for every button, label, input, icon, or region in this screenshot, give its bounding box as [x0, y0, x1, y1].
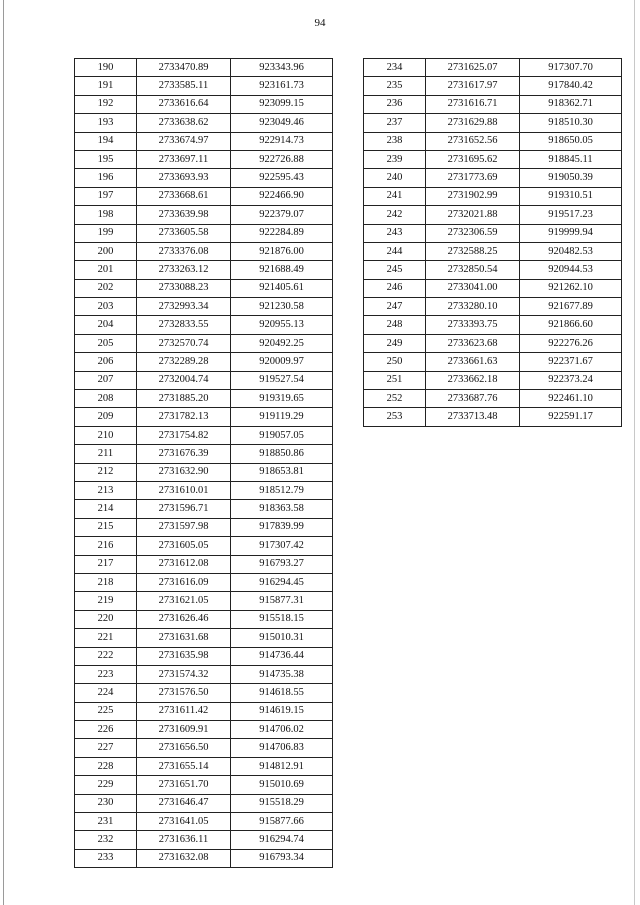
- y-coordinate-cell: 921230.58: [231, 298, 333, 316]
- table-row: [75, 426, 333, 444]
- point-number-cell: 213: [75, 481, 137, 499]
- point-number-cell: 243: [364, 224, 426, 242]
- x-coordinate-cell: 2733616.64: [137, 95, 231, 113]
- table-row: [75, 831, 333, 849]
- point-number-cell: 192: [75, 95, 137, 113]
- y-coordinate-cell: 914812.91: [231, 757, 333, 775]
- table-row: [75, 757, 333, 775]
- x-coordinate-cell: 2731631.68: [137, 629, 231, 647]
- x-coordinate-cell: 2733088.23: [137, 279, 231, 297]
- table-row: [75, 298, 333, 316]
- y-coordinate-cell: 914736.44: [231, 647, 333, 665]
- point-number-cell: 241: [364, 187, 426, 205]
- y-coordinate-cell: 922726.88: [231, 150, 333, 168]
- table-row: [75, 242, 333, 260]
- y-coordinate-cell: 915877.66: [231, 813, 333, 831]
- point-number-cell: 218: [75, 573, 137, 591]
- y-coordinate-cell: 919319.65: [231, 390, 333, 408]
- x-coordinate-cell: 2731605.05: [137, 537, 231, 555]
- y-coordinate-cell: 920944.53: [520, 261, 622, 279]
- y-coordinate-cell: 915518.29: [231, 794, 333, 812]
- table-row: [75, 371, 333, 389]
- x-coordinate-cell: 2731609.91: [137, 721, 231, 739]
- table-row: [364, 371, 622, 389]
- point-number-cell: 239: [364, 150, 426, 168]
- x-coordinate-cell: 2733263.12: [137, 261, 231, 279]
- x-coordinate-cell: 2731612.08: [137, 555, 231, 573]
- point-number-cell: 235: [364, 77, 426, 95]
- y-coordinate-cell: 918650.05: [520, 132, 622, 150]
- y-coordinate-cell: 921262.10: [520, 279, 622, 297]
- x-coordinate-cell: 2731626.46: [137, 610, 231, 628]
- table-row: [364, 132, 622, 150]
- x-coordinate-cell: 2733668.61: [137, 187, 231, 205]
- x-coordinate-cell: 2731632.90: [137, 463, 231, 481]
- y-coordinate-cell: 914618.55: [231, 684, 333, 702]
- table-row: [364, 408, 622, 426]
- x-coordinate-cell: 2733687.76: [426, 390, 520, 408]
- x-coordinate-cell: 2733693.93: [137, 169, 231, 187]
- point-number-cell: 247: [364, 298, 426, 316]
- point-number-cell: 214: [75, 500, 137, 518]
- table-row: [364, 187, 622, 205]
- table-row: [75, 114, 333, 132]
- table-row: [364, 114, 622, 132]
- table-row: [75, 206, 333, 224]
- point-number-cell: 203: [75, 298, 137, 316]
- x-coordinate-cell: 2731635.98: [137, 647, 231, 665]
- x-coordinate-cell: 2731636.11: [137, 831, 231, 849]
- y-coordinate-cell: 914706.02: [231, 721, 333, 739]
- point-number-cell: 251: [364, 371, 426, 389]
- table-row: [75, 592, 333, 610]
- point-number-cell: 246: [364, 279, 426, 297]
- point-number-cell: 217: [75, 555, 137, 573]
- table-row: [364, 169, 622, 187]
- table-row: [75, 721, 333, 739]
- y-coordinate-cell: 916294.74: [231, 831, 333, 849]
- y-coordinate-cell: 922466.90: [231, 187, 333, 205]
- y-coordinate-cell: 921688.49: [231, 261, 333, 279]
- point-number-cell: 191: [75, 77, 137, 95]
- page-number: 94: [314, 17, 326, 29]
- point-number-cell: 215: [75, 518, 137, 536]
- table-row: [75, 59, 333, 77]
- point-number-cell: 197: [75, 187, 137, 205]
- x-coordinate-cell: 2732833.55: [137, 316, 231, 334]
- y-coordinate-cell: 916793.27: [231, 555, 333, 573]
- x-coordinate-cell: 2731655.14: [137, 757, 231, 775]
- point-number-cell: 200: [75, 242, 137, 260]
- y-coordinate-cell: 921866.60: [520, 316, 622, 334]
- point-number-cell: 204: [75, 316, 137, 334]
- table-row: [75, 739, 333, 757]
- table-row: [75, 445, 333, 463]
- table-row: [75, 573, 333, 591]
- x-coordinate-cell: 2733041.00: [426, 279, 520, 297]
- coordinates-table-right: [363, 58, 622, 427]
- x-coordinate-cell: 2733639.98: [137, 206, 231, 224]
- point-number-cell: 208: [75, 390, 137, 408]
- y-coordinate-cell: 916793.34: [231, 849, 333, 867]
- table-row: [75, 132, 333, 150]
- x-coordinate-cell: 2733585.11: [137, 77, 231, 95]
- point-number-cell: 190: [75, 59, 137, 77]
- table-row: [75, 537, 333, 555]
- point-number-cell: 229: [75, 776, 137, 794]
- point-number-cell: 240: [364, 169, 426, 187]
- x-coordinate-cell: 2732993.34: [137, 298, 231, 316]
- x-coordinate-cell: 2731656.50: [137, 739, 231, 757]
- point-number-cell: 245: [364, 261, 426, 279]
- x-coordinate-cell: 2731754.82: [137, 426, 231, 444]
- point-number-cell: 206: [75, 353, 137, 371]
- point-number-cell: 207: [75, 371, 137, 389]
- x-coordinate-cell: 2733605.58: [137, 224, 231, 242]
- x-coordinate-cell: 2731629.88: [426, 114, 520, 132]
- y-coordinate-cell: 915010.69: [231, 776, 333, 794]
- table-row: [75, 77, 333, 95]
- table-row: [75, 647, 333, 665]
- point-number-cell: 209: [75, 408, 137, 426]
- point-number-cell: 252: [364, 390, 426, 408]
- x-coordinate-cell: 2731611.42: [137, 702, 231, 720]
- table-row: [75, 610, 333, 628]
- point-number-cell: 248: [364, 316, 426, 334]
- y-coordinate-cell: 922373.24: [520, 371, 622, 389]
- y-coordinate-cell: 920955.13: [231, 316, 333, 334]
- point-number-cell: 230: [75, 794, 137, 812]
- y-coordinate-cell: 923343.96: [231, 59, 333, 77]
- y-coordinate-cell: 918850.86: [231, 445, 333, 463]
- x-coordinate-cell: 2731902.99: [426, 187, 520, 205]
- y-coordinate-cell: 920482.53: [520, 242, 622, 260]
- x-coordinate-cell: 2732289.28: [137, 353, 231, 371]
- table-row: [364, 334, 622, 352]
- coordinates-table-left: [74, 58, 333, 868]
- y-coordinate-cell: 919310.51: [520, 187, 622, 205]
- y-coordinate-cell: 922284.89: [231, 224, 333, 242]
- table-row: [364, 298, 622, 316]
- point-number-cell: 231: [75, 813, 137, 831]
- point-number-cell: 196: [75, 169, 137, 187]
- table-row: [75, 390, 333, 408]
- point-number-cell: 244: [364, 242, 426, 260]
- table-row: [75, 279, 333, 297]
- table-row: [364, 390, 622, 408]
- x-coordinate-cell: 2733393.75: [426, 316, 520, 334]
- y-coordinate-cell: 915877.31: [231, 592, 333, 610]
- table-row: [75, 518, 333, 536]
- point-number-cell: 224: [75, 684, 137, 702]
- table-row: [75, 665, 333, 683]
- table-row: [364, 261, 622, 279]
- table-row: [75, 187, 333, 205]
- x-coordinate-cell: 2731632.08: [137, 849, 231, 867]
- point-number-cell: 221: [75, 629, 137, 647]
- y-coordinate-cell: 919999.94: [520, 224, 622, 242]
- y-coordinate-cell: 917307.70: [520, 59, 622, 77]
- y-coordinate-cell: 922914.73: [231, 132, 333, 150]
- y-coordinate-cell: 914735.38: [231, 665, 333, 683]
- x-coordinate-cell: 2732004.74: [137, 371, 231, 389]
- point-number-cell: 223: [75, 665, 137, 683]
- point-number-cell: 202: [75, 279, 137, 297]
- y-coordinate-cell: 918512.79: [231, 481, 333, 499]
- table-row: [364, 59, 622, 77]
- x-coordinate-cell: 2731885.20: [137, 390, 231, 408]
- y-coordinate-cell: 914619.15: [231, 702, 333, 720]
- table-row: [75, 95, 333, 113]
- x-coordinate-cell: 2733661.63: [426, 353, 520, 371]
- y-coordinate-cell: 922591.17: [520, 408, 622, 426]
- point-number-cell: 219: [75, 592, 137, 610]
- point-number-cell: 234: [364, 59, 426, 77]
- point-number-cell: 220: [75, 610, 137, 628]
- x-coordinate-cell: 2733638.62: [137, 114, 231, 132]
- x-coordinate-cell: 2732021.88: [426, 206, 520, 224]
- point-number-cell: 201: [75, 261, 137, 279]
- point-number-cell: 237: [364, 114, 426, 132]
- x-coordinate-cell: 2733280.10: [426, 298, 520, 316]
- x-coordinate-cell: 2731646.47: [137, 794, 231, 812]
- point-number-cell: 242: [364, 206, 426, 224]
- x-coordinate-cell: 2731596.71: [137, 500, 231, 518]
- x-coordinate-cell: 2731676.39: [137, 445, 231, 463]
- y-coordinate-cell: 923049.46: [231, 114, 333, 132]
- table-row: [75, 150, 333, 168]
- table-row: [75, 169, 333, 187]
- x-coordinate-cell: 2731652.56: [426, 132, 520, 150]
- x-coordinate-cell: 2731616.09: [137, 573, 231, 591]
- point-number-cell: 238: [364, 132, 426, 150]
- point-number-cell: 228: [75, 757, 137, 775]
- x-coordinate-cell: 2731625.07: [426, 59, 520, 77]
- y-coordinate-cell: 918510.30: [520, 114, 622, 132]
- y-coordinate-cell: 915518.15: [231, 610, 333, 628]
- y-coordinate-cell: 919057.05: [231, 426, 333, 444]
- table-row: [364, 95, 622, 113]
- point-number-cell: 222: [75, 647, 137, 665]
- table-row: [364, 150, 622, 168]
- table-row: [364, 206, 622, 224]
- y-coordinate-cell: 919119.29: [231, 408, 333, 426]
- table-row: [364, 242, 622, 260]
- table-row: [75, 500, 333, 518]
- table-row: [75, 261, 333, 279]
- x-coordinate-cell: 2731641.05: [137, 813, 231, 831]
- table-row: [75, 408, 333, 426]
- y-coordinate-cell: 917840.42: [520, 77, 622, 95]
- point-number-cell: 253: [364, 408, 426, 426]
- y-coordinate-cell: 917839.99: [231, 518, 333, 536]
- y-coordinate-cell: 923099.15: [231, 95, 333, 113]
- x-coordinate-cell: 2731597.98: [137, 518, 231, 536]
- table-row: [364, 353, 622, 371]
- point-number-cell: 198: [75, 206, 137, 224]
- table-row: [75, 316, 333, 334]
- y-coordinate-cell: 915010.31: [231, 629, 333, 647]
- scan-edge-right: [634, 0, 635, 905]
- scan-edge-left: [3, 0, 4, 905]
- y-coordinate-cell: 920492.25: [231, 334, 333, 352]
- point-number-cell: 216: [75, 537, 137, 555]
- y-coordinate-cell: 923161.73: [231, 77, 333, 95]
- table-row: [75, 702, 333, 720]
- table-row: [75, 555, 333, 573]
- table-row: [75, 849, 333, 867]
- point-number-cell: 199: [75, 224, 137, 242]
- x-coordinate-cell: 2733662.18: [426, 371, 520, 389]
- table-row: [75, 794, 333, 812]
- point-number-cell: 250: [364, 353, 426, 371]
- point-number-cell: 232: [75, 831, 137, 849]
- x-coordinate-cell: 2731695.62: [426, 150, 520, 168]
- y-coordinate-cell: 918653.81: [231, 463, 333, 481]
- x-coordinate-cell: 2731621.05: [137, 592, 231, 610]
- point-number-cell: 236: [364, 95, 426, 113]
- x-coordinate-cell: 2732570.74: [137, 334, 231, 352]
- table-row: [75, 463, 333, 481]
- table-row: [75, 353, 333, 371]
- y-coordinate-cell: 917307.42: [231, 537, 333, 555]
- point-number-cell: 227: [75, 739, 137, 757]
- y-coordinate-cell: 921677.89: [520, 298, 622, 316]
- x-coordinate-cell: 2731782.13: [137, 408, 231, 426]
- y-coordinate-cell: 918363.58: [231, 500, 333, 518]
- point-number-cell: 212: [75, 463, 137, 481]
- x-coordinate-cell: 2731651.70: [137, 776, 231, 794]
- y-coordinate-cell: 921405.61: [231, 279, 333, 297]
- x-coordinate-cell: 2731576.50: [137, 684, 231, 702]
- y-coordinate-cell: 919527.54: [231, 371, 333, 389]
- x-coordinate-cell: 2733697.11: [137, 150, 231, 168]
- x-coordinate-cell: 2733713.48: [426, 408, 520, 426]
- y-coordinate-cell: 922379.07: [231, 206, 333, 224]
- point-number-cell: 225: [75, 702, 137, 720]
- x-coordinate-cell: 2731610.01: [137, 481, 231, 499]
- point-number-cell: 210: [75, 426, 137, 444]
- y-coordinate-cell: 914706.83: [231, 739, 333, 757]
- table-row: [75, 334, 333, 352]
- x-coordinate-cell: 2733623.68: [426, 334, 520, 352]
- point-number-cell: 233: [75, 849, 137, 867]
- y-coordinate-cell: 916294.45: [231, 573, 333, 591]
- x-coordinate-cell: 2733674.97: [137, 132, 231, 150]
- point-number-cell: 195: [75, 150, 137, 168]
- x-coordinate-cell: 2731574.32: [137, 665, 231, 683]
- point-number-cell: 193: [75, 114, 137, 132]
- x-coordinate-cell: 2731616.71: [426, 95, 520, 113]
- y-coordinate-cell: 918845.11: [520, 150, 622, 168]
- y-coordinate-cell: 922461.10: [520, 390, 622, 408]
- x-coordinate-cell: 2733376.08: [137, 242, 231, 260]
- y-coordinate-cell: 922371.67: [520, 353, 622, 371]
- point-number-cell: 205: [75, 334, 137, 352]
- x-coordinate-cell: 2732306.59: [426, 224, 520, 242]
- table-row: [75, 684, 333, 702]
- point-number-cell: 249: [364, 334, 426, 352]
- point-number-cell: 211: [75, 445, 137, 463]
- y-coordinate-cell: 918362.71: [520, 95, 622, 113]
- y-coordinate-cell: 922595.43: [231, 169, 333, 187]
- y-coordinate-cell: 921876.00: [231, 242, 333, 260]
- x-coordinate-cell: 2731773.69: [426, 169, 520, 187]
- table-row: [75, 224, 333, 242]
- table-row: [364, 224, 622, 242]
- table-row: [75, 776, 333, 794]
- table-row: [364, 77, 622, 95]
- x-coordinate-cell: 2732588.25: [426, 242, 520, 260]
- x-coordinate-cell: 2731617.97: [426, 77, 520, 95]
- table-row: [75, 481, 333, 499]
- table-row: [364, 316, 622, 334]
- table-row: [75, 629, 333, 647]
- y-coordinate-cell: 920009.97: [231, 353, 333, 371]
- table-row: [75, 813, 333, 831]
- y-coordinate-cell: 919050.39: [520, 169, 622, 187]
- point-number-cell: 194: [75, 132, 137, 150]
- table-row: [364, 279, 622, 297]
- y-coordinate-cell: 919517.23: [520, 206, 622, 224]
- y-coordinate-cell: 922276.26: [520, 334, 622, 352]
- x-coordinate-cell: 2732850.54: [426, 261, 520, 279]
- point-number-cell: 226: [75, 721, 137, 739]
- x-coordinate-cell: 2733470.89: [137, 59, 231, 77]
